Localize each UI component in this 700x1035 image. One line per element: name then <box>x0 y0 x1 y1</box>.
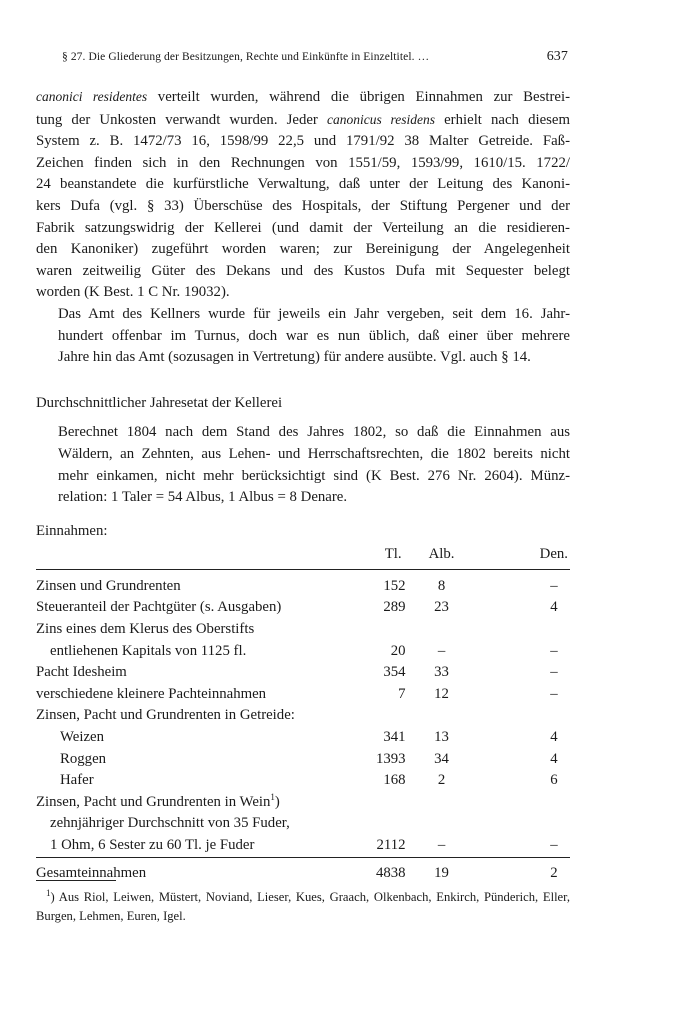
footnote <box>36 888 570 925</box>
cell-albus <box>406 619 478 641</box>
cell-taler: 7 <box>398 685 406 702</box>
row-label: Zinsen, Pacht und Grundrenten in Wein$^1$) <box>36 791 280 810</box>
table-row <box>36 641 570 663</box>
cell-albus <box>406 684 478 706</box>
cell-albus-value: 34 <box>434 750 449 767</box>
cell-albus <box>406 770 478 792</box>
table-row <box>36 684 570 706</box>
text-line: Das Amt des Kellners wurde für jeweils ein Jahr vergeben, seit dem 16. Jahr- <box>58 305 570 322</box>
header-denare: Den. <box>539 546 568 563</box>
table-row <box>36 705 570 727</box>
table-header-row <box>36 544 570 569</box>
cell-denare-value: 4 <box>550 750 558 767</box>
cell-albus <box>406 749 478 771</box>
row-label: Roggen <box>60 750 107 767</box>
footnote-rule <box>36 880 116 881</box>
cell-denare <box>477 727 570 749</box>
cell-denare <box>477 597 570 619</box>
row-label: verschiedene kleinere Pachteinnahmen <box>36 685 267 702</box>
paragraph-2 <box>36 304 570 369</box>
running-title: § 27. Die Gliederung der Besitzungen, Rechte und Einkünfte in Einzeltitel. … <box>62 51 430 63</box>
paragraph-1 <box>36 86 570 304</box>
cell-albus <box>406 569 478 597</box>
text-line: den Kanoniker) zugeführt worden waren; zur Bereinigung der Angelegenheit <box>36 241 570 258</box>
footnote-mark: $^1$) <box>46 887 55 904</box>
cell-taler: 289 <box>383 599 406 616</box>
cell-albus <box>406 641 478 663</box>
text-line: System z. B. 1472/73 16, 1598/99 22,5 und 1791/92 38 Malter Getreide. Faß- <box>36 133 570 150</box>
header-albus: Alb. <box>428 546 455 563</box>
footnote-number: 1 <box>46 887 51 898</box>
cell-taler: 152 <box>383 577 406 594</box>
table-row <box>36 835 570 857</box>
header-empty <box>36 544 333 569</box>
text-line: hundert offenbar im Turnus, doch war es nun üblich, daß einer über mehrere <box>58 327 570 344</box>
table-row <box>36 749 570 771</box>
cell-denare <box>477 569 570 597</box>
row-label: Weizen <box>60 729 104 746</box>
cell-denare-value: – <box>550 642 558 659</box>
cell-albus <box>406 705 478 727</box>
total-row <box>36 857 570 884</box>
cell-taler <box>333 813 405 835</box>
total-albus-value: 19 <box>434 864 449 881</box>
cell-denare <box>477 684 570 706</box>
cell-taler: 341 <box>383 729 406 746</box>
table-row <box>36 727 570 749</box>
cell-albus-value: – <box>437 642 446 659</box>
cell-taler: 168 <box>383 772 406 789</box>
table-row <box>36 619 570 641</box>
cell-denare <box>477 619 570 641</box>
cell-taler <box>333 619 405 641</box>
cell-albus-value: 23 <box>434 599 449 616</box>
cell-albus <box>406 813 478 835</box>
row-label: Zinsen, Pacht und Grundrenten in Getreide: <box>36 707 295 724</box>
table-row <box>36 813 570 835</box>
cell-albus <box>406 662 478 684</box>
total-denare <box>477 857 570 884</box>
cell-albus <box>406 835 478 857</box>
cell-denare-value: 6 <box>550 772 558 789</box>
paragraph-3 <box>36 422 570 508</box>
text-line: canonici residentes verteilt wurden, während die übrigen Einnahmen zur Bestrei- <box>36 89 570 105</box>
row-label: Steueranteil der Pachtgüter (s. Ausgaben) <box>36 599 282 616</box>
text-line: mehr einkamen, nicht mehr berücksichtigt sind (K Best. 276 Nr. 2604). Münz- <box>58 467 570 484</box>
total-label: Gesamteinnahmen <box>36 864 147 881</box>
cell-denare <box>477 662 570 684</box>
table-row <box>36 770 570 792</box>
table-row <box>36 662 570 684</box>
text-line: kers Dufa (vgl. § 33) Überschüse des Hospitals, der Stiftung Pergener und der <box>36 197 570 214</box>
text-line: worden (K Best. 1 C Nr. 19032). <box>36 284 230 301</box>
header-taler: Tl. <box>384 546 402 563</box>
cell-denare-value: 4 <box>550 729 558 746</box>
cell-albus-value: 12 <box>434 685 449 702</box>
total-albus <box>406 857 478 884</box>
main-text <box>36 86 570 884</box>
cell-albus-value: – <box>437 837 446 853</box>
cell-albus <box>406 727 478 749</box>
cell-denare <box>477 641 570 663</box>
cell-denare <box>477 705 570 727</box>
text-line: Berechnet 1804 nach dem Stand des Jahres 1802, so daß die Einnahmen aus <box>58 424 570 441</box>
text-line: Wäldern, an Zehnten, aus Lehen- und Herrschaftsrechten, die 1802 bereits nicht <box>58 445 570 462</box>
table-body <box>36 569 570 857</box>
cell-taler <box>333 705 405 727</box>
total-taler: 4838 <box>375 864 406 881</box>
row-label: Zinsen und Grundrenten <box>36 577 181 594</box>
cell-denare-value: 4 <box>550 599 558 616</box>
cell-denare <box>477 835 570 857</box>
row-label: Zins eines dem Klerus des Oberstifts <box>36 621 255 638</box>
section-title: Durchschnittlicher Jahresetat der Kellerei <box>36 394 283 411</box>
row-label: Pacht Idesheim <box>36 664 127 681</box>
cell-albus-value: 33 <box>434 664 449 681</box>
text-line: Zeichen finden sich in den Rechnungen von 1551/59, 1593/99, 1610/15. 1722/ <box>36 154 570 171</box>
text-line: relation: 1 Taler = 54 Albus, 1 Albus = 8 Denare. <box>58 489 348 506</box>
cell-denare <box>477 813 570 835</box>
einnahmen-label: Einnahmen: <box>36 522 108 539</box>
cell-albus <box>406 597 478 619</box>
row-label: Hafer <box>60 772 94 789</box>
row-label: zehnjähriger Durchschnitt von 35 Fuder, <box>50 815 290 832</box>
cell-denare-value: – <box>550 685 558 702</box>
footnote-text: Aus Riol, Leiwen, Müstert, Noviand, Lieser, Kues, Graach, Olkenbach, Enkirch, Pünderich, Eller, Burgen, Lehmen, Euren, Igel. <box>36 890 570 923</box>
footnote-ref: 1 <box>270 791 275 802</box>
cell-denare-value: – <box>550 664 558 681</box>
total-denare-value: 2 <box>550 864 558 881</box>
cell-denare <box>477 749 570 771</box>
cell-denare <box>477 770 570 792</box>
text-line: Jahre hin das Amt (sozusagen in Vertretung) für andere ausübte. Vgl. auch § 14. <box>58 349 531 366</box>
cell-albus-value: 8 <box>437 577 446 594</box>
cell-albus-value: 2 <box>437 772 446 789</box>
row-label: entliehenen Kapitals von 1125 fl. <box>50 642 247 659</box>
cell-taler: 2112 <box>376 837 406 853</box>
running-header <box>62 49 568 65</box>
cell-taler <box>333 792 405 814</box>
cell-taler: 1393 <box>375 750 406 767</box>
page-number: 637 <box>546 49 568 64</box>
text-line: 24 beanstandete die kurfürstliche Verwaltung, daß unter der Leitung des Kanoni- <box>36 176 570 193</box>
text-line: Fabrik satzungswidrig der Kellerei (und damit der Verteilung an die residieren- <box>36 219 570 236</box>
cell-denare-value: – <box>550 837 558 853</box>
text-line: waren zeitweilig Güter des Dekans und des Kustos Dufa mit Sequester belegt <box>36 262 570 279</box>
cell-denare-value: – <box>550 577 558 594</box>
table-row <box>36 792 570 814</box>
text-line: tung der Unkosten verwandt wurden. Jeder canonicus residens erhielt nach diesem <box>36 111 570 128</box>
table-row <box>36 569 570 597</box>
cell-denare <box>477 792 570 814</box>
cell-taler: 20 <box>390 642 406 659</box>
table-row <box>36 597 570 619</box>
cell-taler: 354 <box>383 664 406 681</box>
cell-albus-value: 13 <box>434 729 449 746</box>
row-label: 1 Ohm, 6 Sester zu 60 Tl. je Fuder <box>50 837 255 853</box>
cell-albus <box>406 792 478 814</box>
income-table <box>36 544 570 884</box>
